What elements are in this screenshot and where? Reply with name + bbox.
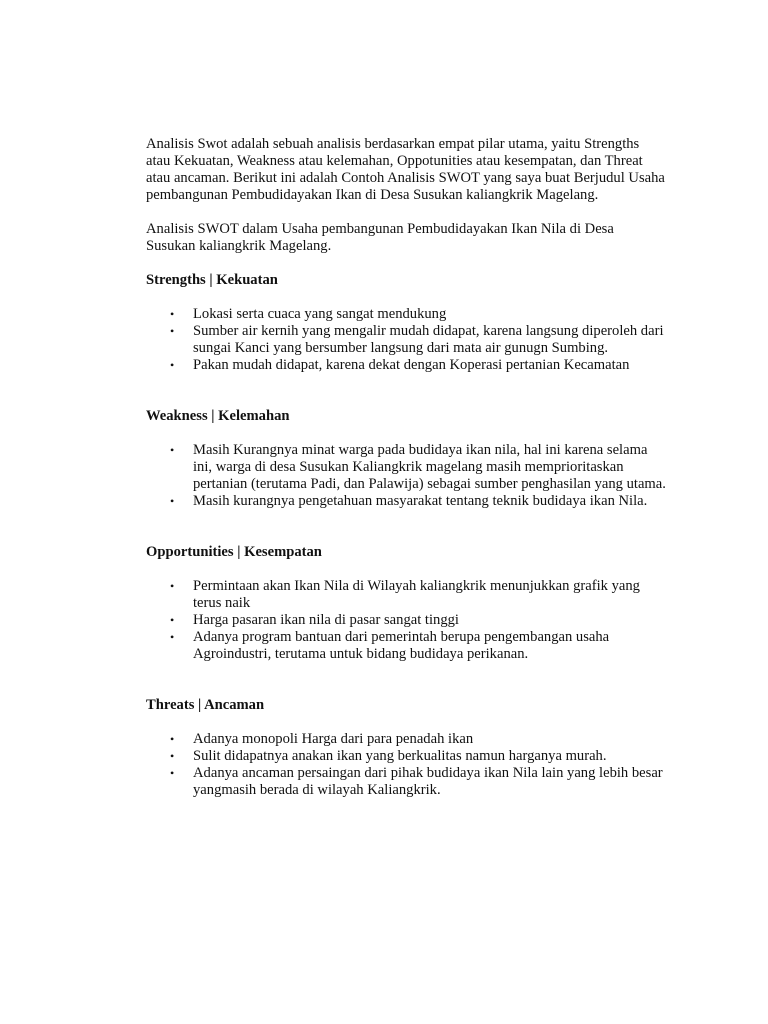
heading-weakness: Weakness | Kelemahan [146, 408, 290, 424]
bullet-icon: • [170, 443, 175, 457]
intro-paragraph: Analisis Swot adalah sebuah analisis berdasarkan empat pilar utama, yaitu Strengths atau Kekuatan, Weakness atau kelemahan, Oppotunities atau kesempatan, dan Threat atau ancaman. Berikut ini adalah Contoh Analisis SWOT yang saya buat Berjudul Usaha pembangunan Pembudidayakan Ikan di Desa Susukan kaliangkrik Magelang. [146, 136, 665, 203]
title-paragraph: Analisis SWOT dalam Usaha pembangunan Pembudidayakan Ikan Nila di Desa Susukan kaliangkrik Magelang. [146, 221, 614, 254]
list-item: • Harga pasaran ikan nila di pasar sangat tinggi [170, 612, 459, 628]
list-item: • Masih Kurangnya minat warga pada budidaya ikan nila, hal ini karena selama ini, warga di desa Susukan Kaliangkrik magelang masih memprioritaskan pertanian (terutama Padi, dan Palawija) sebagai sumber penghasilan yang utama. [170, 442, 666, 492]
list-item: • Adanya monopoli Harga dari para penadah ikan [170, 731, 474, 747]
list-item: • Adanya ancaman persaingan dari pihak budidaya ikan Nila lain yang lebih besar yangmasih berada di wilayah Kaliangkrik. [170, 765, 663, 798]
list-item: • Sulit didapatnya anakan ikan yang berkualitas namun harganya murah. [170, 748, 607, 764]
strengths-list [146, 306, 666, 374]
spacer [146, 680, 666, 697]
weakness-list [146, 442, 666, 510]
list-item: • Sumber air kernih yang mengalir mudah didapat, karena langsung diperoleh dari sungai Kanci yang bersumber langsung dari mata air gunugn Sumbing. [170, 323, 664, 356]
opportunities-list [146, 578, 666, 663]
bullet-icon: • [170, 579, 175, 593]
bullet-icon: • [170, 324, 175, 338]
heading-threats: Threats | Ancaman [146, 697, 265, 713]
spacer [146, 374, 666, 391]
heading-opportunities: Opportunities | Kesempatan [146, 544, 322, 560]
spacer [146, 527, 666, 544]
list-item: • Pakan mudah didapat, karena dekat dengan Koperasi pertanian Kecamatan [170, 357, 630, 373]
bullet-icon: • [170, 307, 175, 321]
spacer [146, 510, 666, 527]
heading-strengths: Strengths | Kekuatan [146, 272, 278, 288]
list-item: • Adanya program bantuan dari pemerintah berupa pengembangan usaha Agroindustri, terutama untuk bidang budidaya perikanan. [170, 629, 610, 662]
bullet-icon: • [170, 749, 175, 763]
spacer [146, 663, 666, 680]
bullet-icon: • [170, 732, 175, 746]
bullet-icon: • [170, 613, 175, 627]
bullet-icon: • [170, 630, 175, 644]
bullet-icon: • [170, 766, 175, 780]
bullet-icon: • [170, 494, 175, 508]
list-item: • Masih kurangnya pengetahuan masyarakat tentang teknik budidaya ikan Nila. [170, 493, 648, 509]
threats-list [146, 731, 666, 799]
bullet-icon: • [170, 358, 175, 372]
list-item: • Permintaan akan Ikan Nila di Wilayah kaliangkrik menunjukkan grafik yang terus naik [170, 578, 640, 611]
list-item: • Lokasi serta cuaca yang sangat mendukung [170, 306, 447, 322]
document-page [146, 136, 666, 799]
spacer [146, 391, 666, 408]
